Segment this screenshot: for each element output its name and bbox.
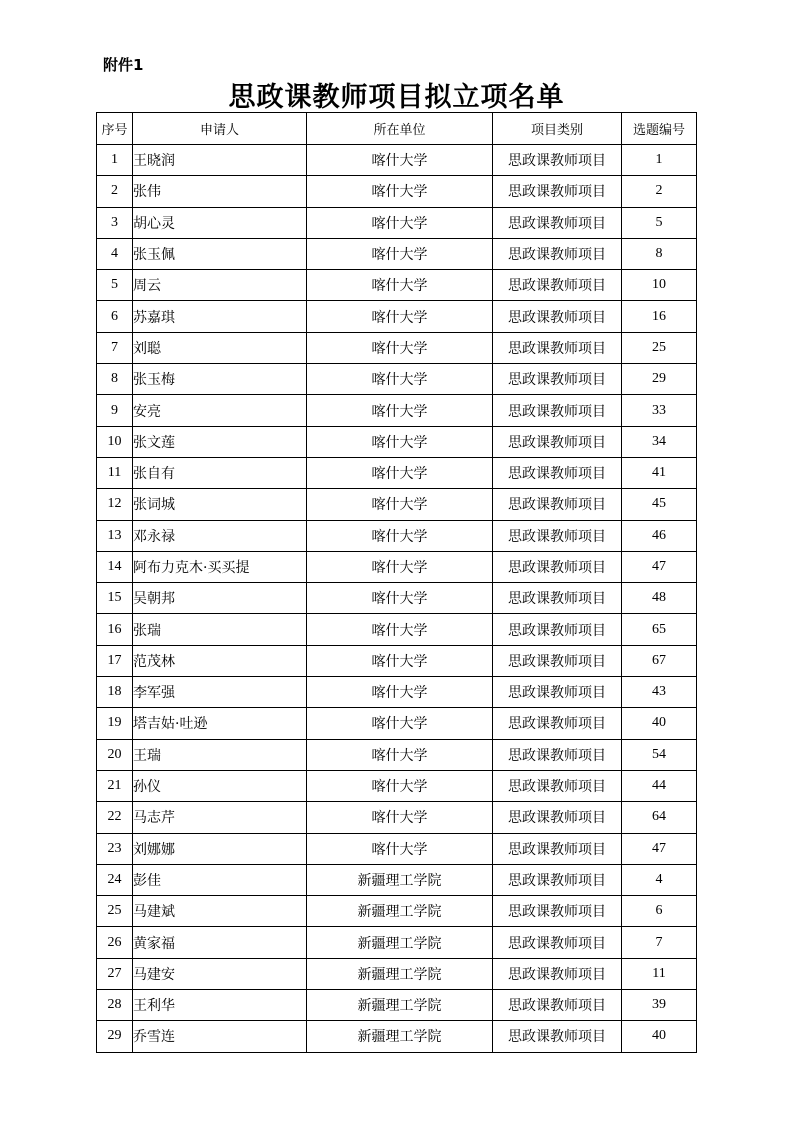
institution: 喀什大学 bbox=[307, 802, 493, 833]
topic-number: 10 bbox=[622, 270, 697, 301]
row-number: 17 bbox=[97, 645, 133, 676]
row-number: 10 bbox=[97, 426, 133, 457]
applicant-name: 马志芹 bbox=[133, 802, 307, 833]
topic-number: 34 bbox=[622, 426, 697, 457]
table-row bbox=[97, 708, 697, 739]
applicant-name: 孙仪 bbox=[133, 770, 307, 801]
topic-number: 54 bbox=[622, 739, 697, 770]
row-number: 25 bbox=[97, 896, 133, 927]
project-category: 思政课教师项目 bbox=[493, 238, 622, 269]
institution: 喀什大学 bbox=[307, 770, 493, 801]
topic-number: 46 bbox=[622, 520, 697, 551]
institution: 喀什大学 bbox=[307, 614, 493, 645]
institution: 喀什大学 bbox=[307, 489, 493, 520]
table-row bbox=[97, 614, 697, 645]
table-row bbox=[97, 457, 697, 488]
table-row bbox=[97, 802, 697, 833]
row-number: 11 bbox=[97, 457, 133, 488]
project-category: 思政课教师项目 bbox=[493, 176, 622, 207]
table-row bbox=[97, 301, 697, 332]
topic-number: 47 bbox=[622, 551, 697, 582]
project-category: 思政课教师项目 bbox=[493, 457, 622, 488]
institution: 喀什大学 bbox=[307, 457, 493, 488]
topic-number: 33 bbox=[622, 395, 697, 426]
table-row bbox=[97, 864, 697, 895]
table-row bbox=[97, 489, 697, 520]
row-number: 18 bbox=[97, 677, 133, 708]
institution: 新疆理工学院 bbox=[307, 864, 493, 895]
table-row bbox=[97, 990, 697, 1021]
row-number: 8 bbox=[97, 364, 133, 395]
table-row bbox=[97, 739, 697, 770]
table-row bbox=[97, 958, 697, 989]
project-category: 思政课教师项目 bbox=[493, 896, 622, 927]
applicant-name: 王利华 bbox=[133, 990, 307, 1021]
applicant-name: 胡心灵 bbox=[133, 207, 307, 238]
project-category: 思政课教师项目 bbox=[493, 990, 622, 1021]
topic-number: 2 bbox=[622, 176, 697, 207]
project-category: 思政课教师项目 bbox=[493, 270, 622, 301]
applicant-name: 彭佳 bbox=[133, 864, 307, 895]
topic-number: 11 bbox=[622, 958, 697, 989]
topic-number: 67 bbox=[622, 645, 697, 676]
row-number: 29 bbox=[97, 1021, 133, 1052]
row-number: 26 bbox=[97, 927, 133, 958]
row-number: 14 bbox=[97, 551, 133, 582]
institution: 喀什大学 bbox=[307, 207, 493, 238]
institution: 喀什大学 bbox=[307, 301, 493, 332]
applicant-name: 王瑞 bbox=[133, 739, 307, 770]
topic-number: 39 bbox=[622, 990, 697, 1021]
applicant-name: 张文莲 bbox=[133, 426, 307, 457]
institution: 新疆理工学院 bbox=[307, 927, 493, 958]
table-row bbox=[97, 770, 697, 801]
row-number: 9 bbox=[97, 395, 133, 426]
project-category: 思政课教师项目 bbox=[493, 927, 622, 958]
project-category: 思政课教师项目 bbox=[493, 770, 622, 801]
topic-number: 4 bbox=[622, 864, 697, 895]
project-category: 思政课教师项目 bbox=[493, 301, 622, 332]
attachment-label: 附件1 bbox=[103, 56, 144, 74]
row-number: 7 bbox=[97, 332, 133, 363]
table-row bbox=[97, 395, 697, 426]
table-row bbox=[97, 551, 697, 582]
applicant-name: 张玉佩 bbox=[133, 238, 307, 269]
topic-number: 41 bbox=[622, 457, 697, 488]
project-category: 思政课教师项目 bbox=[493, 614, 622, 645]
project-category: 思政课教师项目 bbox=[493, 332, 622, 363]
applicant-name: 塔吉姑·吐逊 bbox=[133, 708, 307, 739]
topic-number: 45 bbox=[622, 489, 697, 520]
institution: 新疆理工学院 bbox=[307, 896, 493, 927]
project-category: 思政课教师项目 bbox=[493, 739, 622, 770]
applicant-name: 马建斌 bbox=[133, 896, 307, 927]
table-row bbox=[97, 426, 697, 457]
page-title: 思政课教师项目拟立项名单 bbox=[228, 82, 565, 113]
header-no: 序号 bbox=[97, 113, 133, 145]
applicant-name: 李军强 bbox=[133, 677, 307, 708]
topic-number: 64 bbox=[622, 802, 697, 833]
row-number: 12 bbox=[97, 489, 133, 520]
row-number: 13 bbox=[97, 520, 133, 551]
institution: 喀什大学 bbox=[307, 364, 493, 395]
header-applicant: 申请人 bbox=[133, 113, 307, 145]
topic-number: 5 bbox=[622, 207, 697, 238]
applicant-name: 刘娜娜 bbox=[133, 833, 307, 864]
row-number: 1 bbox=[97, 145, 133, 176]
table-row bbox=[97, 645, 697, 676]
applicant-name: 马建安 bbox=[133, 958, 307, 989]
applicant-name: 张玉梅 bbox=[133, 364, 307, 395]
project-category: 思政课教师项目 bbox=[493, 583, 622, 614]
table-row bbox=[97, 677, 697, 708]
row-number: 20 bbox=[97, 739, 133, 770]
row-number: 21 bbox=[97, 770, 133, 801]
project-category: 思政课教师项目 bbox=[493, 833, 622, 864]
row-number: 27 bbox=[97, 958, 133, 989]
institution: 喀什大学 bbox=[307, 426, 493, 457]
applicant-name: 刘聪 bbox=[133, 332, 307, 363]
topic-number: 8 bbox=[622, 238, 697, 269]
institution: 喀什大学 bbox=[307, 708, 493, 739]
project-category: 思政课教师项目 bbox=[493, 958, 622, 989]
applicant-name: 邓永禄 bbox=[133, 520, 307, 551]
topic-number: 48 bbox=[622, 583, 697, 614]
project-category: 思政课教师项目 bbox=[493, 677, 622, 708]
row-number: 3 bbox=[97, 207, 133, 238]
institution: 喀什大学 bbox=[307, 270, 493, 301]
row-number: 28 bbox=[97, 990, 133, 1021]
table-header-row bbox=[97, 113, 697, 145]
topic-number: 43 bbox=[622, 677, 697, 708]
project-category: 思政课教师项目 bbox=[493, 207, 622, 238]
project-category: 思政课教师项目 bbox=[493, 489, 622, 520]
institution: 新疆理工学院 bbox=[307, 1021, 493, 1052]
institution: 喀什大学 bbox=[307, 739, 493, 770]
project-category: 思政课教师项目 bbox=[493, 708, 622, 739]
institution: 喀什大学 bbox=[307, 395, 493, 426]
institution: 喀什大学 bbox=[307, 238, 493, 269]
header-topic-no: 选题编号 bbox=[622, 113, 697, 145]
project-category: 思政课教师项目 bbox=[493, 145, 622, 176]
institution: 喀什大学 bbox=[307, 833, 493, 864]
table-row bbox=[97, 520, 697, 551]
project-category: 思政课教师项目 bbox=[493, 1021, 622, 1052]
applicant-name: 范茂林 bbox=[133, 645, 307, 676]
project-category: 思政课教师项目 bbox=[493, 864, 622, 895]
applicant-name: 安亮 bbox=[133, 395, 307, 426]
applicant-name: 周云 bbox=[133, 270, 307, 301]
table-row bbox=[97, 1021, 697, 1052]
table-row bbox=[97, 238, 697, 269]
project-category: 思政课教师项目 bbox=[493, 645, 622, 676]
topic-number: 40 bbox=[622, 708, 697, 739]
row-number: 2 bbox=[97, 176, 133, 207]
applicant-name: 吴朝邦 bbox=[133, 583, 307, 614]
institution: 喀什大学 bbox=[307, 551, 493, 582]
topic-number: 44 bbox=[622, 770, 697, 801]
row-number: 5 bbox=[97, 270, 133, 301]
institution: 喀什大学 bbox=[307, 645, 493, 676]
topic-number: 29 bbox=[622, 364, 697, 395]
table-row bbox=[97, 364, 697, 395]
project-category: 思政课教师项目 bbox=[493, 364, 622, 395]
project-list-table bbox=[96, 112, 697, 1053]
applicant-name: 乔雪连 bbox=[133, 1021, 307, 1052]
applicant-name: 张伟 bbox=[133, 176, 307, 207]
row-number: 19 bbox=[97, 708, 133, 739]
row-number: 23 bbox=[97, 833, 133, 864]
table-row bbox=[97, 833, 697, 864]
project-category: 思政课教师项目 bbox=[493, 395, 622, 426]
institution: 新疆理工学院 bbox=[307, 990, 493, 1021]
topic-number: 7 bbox=[622, 927, 697, 958]
table-row bbox=[97, 145, 697, 176]
applicant-name: 王晓润 bbox=[133, 145, 307, 176]
table-row bbox=[97, 176, 697, 207]
applicant-name: 张瑞 bbox=[133, 614, 307, 645]
project-category: 思政课教师项目 bbox=[493, 551, 622, 582]
row-number: 16 bbox=[97, 614, 133, 645]
project-category: 思政课教师项目 bbox=[493, 520, 622, 551]
project-category: 思政课教师项目 bbox=[493, 426, 622, 457]
applicant-name: 黄家福 bbox=[133, 927, 307, 958]
institution: 新疆理工学院 bbox=[307, 958, 493, 989]
topic-number: 6 bbox=[622, 896, 697, 927]
topic-number: 47 bbox=[622, 833, 697, 864]
applicant-name: 张自有 bbox=[133, 457, 307, 488]
institution: 喀什大学 bbox=[307, 520, 493, 551]
header-unit: 所在单位 bbox=[307, 113, 493, 145]
row-number: 15 bbox=[97, 583, 133, 614]
institution: 喀什大学 bbox=[307, 176, 493, 207]
table-row bbox=[97, 270, 697, 301]
applicant-name: 张词城 bbox=[133, 489, 307, 520]
topic-number: 16 bbox=[622, 301, 697, 332]
table-row bbox=[97, 332, 697, 363]
applicant-name: 苏嘉琪 bbox=[133, 301, 307, 332]
header-category: 项目类别 bbox=[493, 113, 622, 145]
table-row bbox=[97, 583, 697, 614]
topic-number: 1 bbox=[622, 145, 697, 176]
row-number: 4 bbox=[97, 238, 133, 269]
institution: 喀什大学 bbox=[307, 677, 493, 708]
table-row bbox=[97, 207, 697, 238]
row-number: 6 bbox=[97, 301, 133, 332]
topic-number: 25 bbox=[622, 332, 697, 363]
table-row bbox=[97, 896, 697, 927]
table-row bbox=[97, 927, 697, 958]
institution: 喀什大学 bbox=[307, 332, 493, 363]
project-category: 思政课教师项目 bbox=[493, 802, 622, 833]
institution: 喀什大学 bbox=[307, 583, 493, 614]
institution: 喀什大学 bbox=[307, 145, 493, 176]
row-number: 22 bbox=[97, 802, 133, 833]
topic-number: 65 bbox=[622, 614, 697, 645]
topic-number: 40 bbox=[622, 1021, 697, 1052]
row-number: 24 bbox=[97, 864, 133, 895]
applicant-name: 阿布力克木·买买提 bbox=[133, 551, 307, 582]
table-body bbox=[97, 145, 697, 1053]
